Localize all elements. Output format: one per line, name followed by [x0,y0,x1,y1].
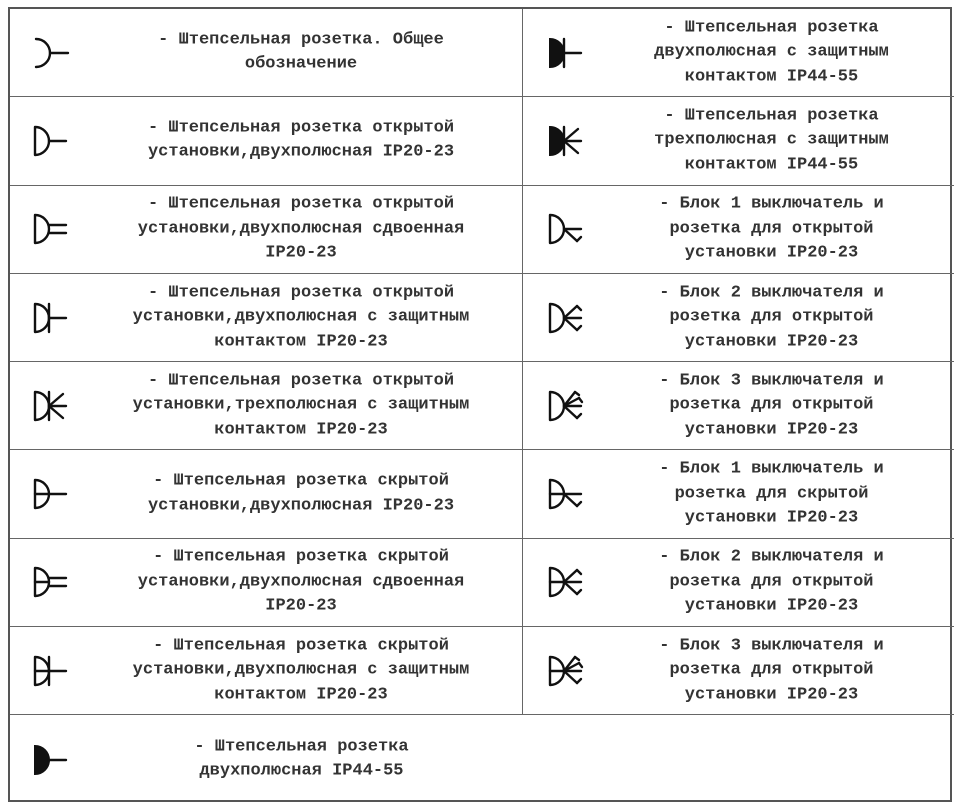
symbol-description: - Штепсельная розетка. Общее обозначение [158,30,444,74]
symbol-description: - Блок 3 выключателя и розетка для открытой установки IP20-23 [659,371,884,440]
table-cell [10,539,523,627]
table-cell [523,9,954,97]
block-2switch-hidden-icon [545,560,585,604]
symbol-description: - Штепсельная розетка двухполюсная IP44-55 [194,737,409,781]
socket-open-2pole-ground-icon [30,296,70,340]
symbol-description: - Блок 1 выключатель и розетка для скрытой установки IP20-23 [659,459,884,528]
table-cell [523,274,954,362]
table-cell [10,274,523,362]
table-cell [523,186,954,274]
symbol-description: - Штепсельная розетка открытой установки,двухполюсная с защитным контактом IP20-23 [132,282,470,351]
socket-hidden-2pole-ground-icon [30,649,70,693]
table-cell [10,186,523,274]
block-1switch-open-icon [545,207,585,251]
table-cell [10,97,523,185]
socket-2pole-ground-filled-icon [545,31,585,75]
block-2switch-open-icon [545,296,585,340]
symbol-description: - Блок 2 выключателя и розетка для открытой установки IP20-23 [659,547,884,616]
symbol-description: - Штепсельная розетка трехполюсная с защитным контактом IP44-55 [654,106,889,175]
table-cell [523,627,954,715]
socket-2pole-filled-icon [30,738,70,782]
table-cell [523,450,954,538]
symbol-description: - Блок 2 выключателя и розетка для открытой установки IP20-23 [659,282,884,351]
socket-open-2pole-icon [30,119,70,163]
table-cell [10,715,523,803]
symbol-description: - Штепсельная розетка открытой установки,двухполюсная IP20-23 [147,118,455,162]
symbol-description: - Штепсельная розетка открытой установки,двухполюсная сдвоенная IP20-23 [137,194,465,263]
socket-3pole-ground-filled-icon [545,119,585,163]
symbols-table [8,7,952,802]
table-cell [523,539,954,627]
table-cell [523,97,954,185]
socket-hidden-2pole-icon [30,472,70,516]
symbol-description: - Блок 1 выключатель и розетка для открытой установки IP20-23 [659,194,884,263]
symbol-description: - Штепсельная розетка скрытой установки,двухполюсная IP20-23 [147,471,455,516]
socket-hidden-2pole-double-icon [30,560,70,604]
block-1switch-hidden-icon [545,472,585,516]
table-cell [10,9,523,97]
symbol-description: - Штепсельная розетка двухполюсная с защитным контактом IP44-55 [654,17,889,86]
socket-open-2pole-double-icon [30,207,70,251]
symbol-description: - Штепсельная розетка скрытой установки,двухполюсная с защитным контактом IP20-23 [132,635,470,704]
table-cell [10,362,523,450]
table-cell [10,627,523,715]
symbol-description: - Штепсельная розетка скрытой установки,двухполюсная сдвоенная IP20-23 [137,547,465,616]
table-cell [10,450,523,538]
block-3switch-hidden-icon [545,649,585,693]
block-3switch-open-icon [545,384,585,428]
socket-open-3pole-ground-icon [30,384,70,428]
socket-general-icon [30,31,70,75]
symbol-description: - Штепсельная розетка открытой установки,трехполюсная с защитным контактом IP20-23 [132,371,470,440]
table-cell [523,362,954,450]
symbol-description: - Блок 3 выключателя и розетка для открытой установки IP20-23 [659,635,884,704]
table-cell-empty [523,715,954,803]
